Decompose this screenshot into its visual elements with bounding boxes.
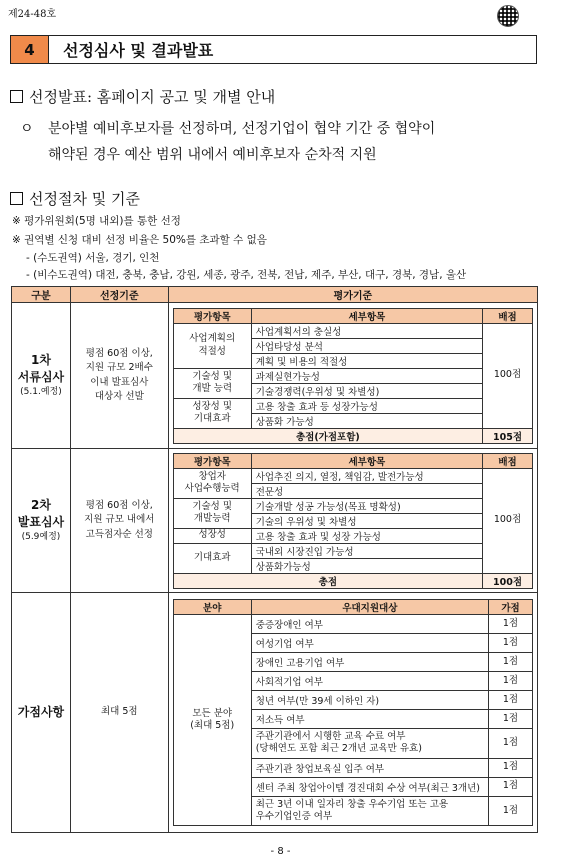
table-row: 사업계획의 적절성 사업계획서의 충실성 100점 <box>173 323 532 338</box>
region-non-capital: - (비수도권역) 대전, 충북, 충남, 강원, 세종, 광주, 전북, 전남, 제주, 부산, 대구, 경북, 경남, 울산 <box>26 269 467 281</box>
table-row: 주관기관 창업보육실 입주 여부 1점 <box>173 758 532 777</box>
table-row: 기술의 우위성 및 차별성 <box>173 513 532 528</box>
table-row: 상품화 가능성 <box>173 413 532 428</box>
stage2-total-row: 총점 100점 <box>173 573 532 588</box>
checkbox-square-icon <box>10 90 23 103</box>
stage2-eval <box>168 449 537 593</box>
col-eval: 평가기준 <box>168 287 537 303</box>
bonus-label: 가점사항 <box>12 593 71 833</box>
table-row: 장애인 고용기업 여부 1점 <box>173 652 532 671</box>
bonus-eval <box>168 593 537 833</box>
bonus-table: 분야 우대지원대상 가점 모든 분야 (최대 5점) 중증장애인 여부 1점 여성기업 여부 1점 장애인 고용기업 여부 1점 사회적기업 여부 1점 청년 여부(만 39세 이하인 자) 1점 저소득 여부 1점 주관기관에서 시행한 교육 수료 여부 (당해연도 포함 최근 2개년 교육만 유효) 1점 주관기관 창업보육실 입주 여부 1점 센터 주최 창업아이템 경진대회 수상 여부(최근 3개년) 1점 최근 3년 이내 일자리 창출 우수기업 또는 고용 우수기업인증 여부 1점 <box>173 599 533 826</box>
table-row: 상품화가능성 <box>173 558 532 573</box>
announce-line-2: 해약된 경우 예산 범위 내에서 예비후보자 순차적 지원 <box>48 147 377 163</box>
table-row: 사업타당성 분석 <box>173 338 532 353</box>
selection-criteria-table <box>11 286 538 833</box>
region-capital: - (수도권역) 서울, 경기, 인천 <box>26 252 160 264</box>
table-row: 계획 및 비용의 적절성 <box>173 353 532 368</box>
section-header <box>10 35 537 64</box>
section-title: 선정심사 및 결과발표 <box>63 41 214 60</box>
table-row: 저소득 여부 1점 <box>173 709 532 728</box>
checkbox-square-icon <box>10 192 23 205</box>
table-row: 최근 3년 이내 일자리 창출 우수기업 또는 고용 우수기업인증 여부 1점 <box>173 796 532 826</box>
note-committee: ※ 평가위원회(5명 내외)를 통한 선정 <box>12 215 181 227</box>
section-number: 4 <box>11 36 49 63</box>
stage1-label: 1차 서류심사 (5.1.예정) <box>12 303 71 449</box>
seal-emblem-icon <box>497 5 519 27</box>
table-row: 모든 분야 (최대 5점) 중증장애인 여부 1점 <box>173 614 532 633</box>
table-row: 청년 여부(만 39세 이하인 자) 1점 <box>173 690 532 709</box>
stage2-score: 100점 <box>483 468 533 573</box>
announce-bullet: ㅇ <box>20 121 34 137</box>
page-number: - 8 - <box>270 846 291 857</box>
table-row: 기술성 및 개발 능력 과제실현가능성 <box>173 368 532 383</box>
table-row: 센터 주최 창업아이템 경진대회 수상 여부(최근 3개년) 1점 <box>173 777 532 796</box>
announce-heading: 선정발표: 홈페이지 공고 및 개별 안내 <box>10 86 275 107</box>
table-row: 전문성 <box>173 483 532 498</box>
stage1-eval-table: 평가항목 세부항목 배점 사업계획의 적절성 사업계획서의 충실성 100점 사업타당성 분석 계획 및 비용의 적절성 기술성 및 개발 능력 과제실현가능성 기술경쟁력(우위성 및 차별성) 성장성 및 기대효과 고용 창출 효과 등 성장가능성 상품화 가능성 총점(가점포함) 105점 <box>173 308 533 444</box>
table-row: 성장성 고용 창출 효과 및 성장 가능성 <box>173 528 532 543</box>
agency-seal <box>497 3 553 29</box>
col-stage: 구분 <box>12 287 71 303</box>
col-criteria: 선정기준 <box>70 287 168 303</box>
table-row: 창업자 사업수행능력 사업추진 의지, 열정, 책임감, 발전가능성 100점 <box>173 468 532 483</box>
table-row: 기술성 및 개발능력 기술개발 성공 가능성(목표 명확성) <box>173 498 532 513</box>
stage2-eval-table: 평가항목 세부항목 배점 창업자 사업수행능력 사업추진 의지, 열정, 책임감, 발전가능성 100점 전문성 기술성 및 개발능력 기술개발 성공 가능성(목표 명확성) 기술의 우위성 및 차별성 성장성 고용 창출 효과 및 성장 가능성 기대효과 국내외 시장진입 가능성 상품화가능성 총점 100점 <box>173 453 533 589</box>
table-row: 기대효과 국내외 시장진입 가능성 <box>173 543 532 558</box>
stage2-label: 2차 발표심사 (5.9예정) <box>12 449 71 593</box>
stage2-criteria: 평점 60점 이상, 지원 규모 내에서 고득점자순 선정 <box>70 449 168 593</box>
procedure-heading: 선정절차 및 기준 <box>10 188 140 209</box>
table-row: 여성기업 여부 1점 <box>173 633 532 652</box>
document-number: 제24-48호 <box>8 9 57 20</box>
table-row: 주관기관에서 시행한 교육 수료 여부 (당해연도 포함 최근 2개년 교육만 유효) 1점 <box>173 728 532 758</box>
stage1-criteria: 평점 60점 이상, 지원 규모 2배수 이내 발표심사 대상자 선발 <box>70 303 168 449</box>
bonus-criteria: 최대 5점 <box>70 593 168 833</box>
table-row: 기술경쟁력(우위성 및 차별성) <box>173 383 532 398</box>
stage1-eval <box>168 303 537 449</box>
table-row: 사회적기업 여부 1점 <box>173 671 532 690</box>
stage1-score: 100점 <box>483 323 533 428</box>
table-row: 성장성 및 기대효과 고용 창출 효과 등 성장가능성 <box>173 398 532 413</box>
note-ratio: ※ 권역별 신청 대비 선정 비율은 50%를 초과할 수 없음 <box>12 234 267 246</box>
announce-line-1: 분야별 예비후보자를 선정하며, 선정기업이 협약 기간 중 협약이 <box>48 121 436 137</box>
stage1-total-row: 총점(가점포함) 105점 <box>173 428 532 443</box>
